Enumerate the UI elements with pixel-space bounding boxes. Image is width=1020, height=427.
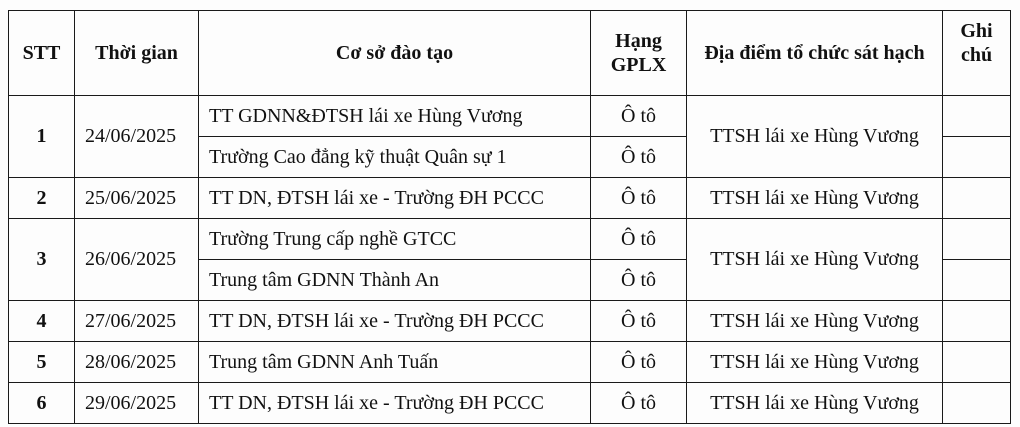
row-note (943, 260, 1011, 301)
row-exam-place: TTSH lái xe Hùng Vương (687, 301, 943, 342)
row-date: 26/06/2025 (75, 219, 199, 301)
row-school: Trường Trung cấp nghề GTCC (199, 219, 591, 260)
header-time: Thời gian (75, 11, 199, 96)
header-school: Cơ sở đào tạo (199, 11, 591, 96)
table-row (9, 342, 1011, 383)
table-row (9, 178, 1011, 219)
header-license-class-line1: Hạng (615, 30, 662, 52)
row-note (943, 342, 1011, 383)
row-exam-place: TTSH lái xe Hùng Vương (687, 219, 943, 301)
row-school: Trung tâm GDNN Anh Tuấn (199, 342, 591, 383)
header-note (943, 11, 1011, 96)
row-school: Trung tâm GDNN Thành An (199, 260, 591, 301)
row-stt: 4 (9, 301, 75, 342)
row-school: TT GDNN&ĐTSH lái xe Hùng Vương (199, 96, 591, 137)
row-note (943, 219, 1011, 260)
row-note (943, 96, 1011, 137)
row-school: TT DN, ĐTSH lái xe - Trường ĐH PCCC (199, 383, 591, 424)
row-license-class: Ô tô (591, 137, 687, 178)
row-date: 24/06/2025 (75, 96, 199, 178)
row-date: 28/06/2025 (75, 342, 199, 383)
row-license-class: Ô tô (591, 219, 687, 260)
row-date: 25/06/2025 (75, 178, 199, 219)
row-school: Trường Cao đẳng kỹ thuật Quân sự 1 (199, 137, 591, 178)
row-school: TT DN, ĐTSH lái xe - Trường ĐH PCCC (199, 301, 591, 342)
header-license-class (591, 11, 687, 96)
row-exam-place: TTSH lái xe Hùng Vương (687, 178, 943, 219)
row-date: 29/06/2025 (75, 383, 199, 424)
table-row (9, 301, 1011, 342)
row-note (943, 137, 1011, 178)
table-header-row (9, 11, 1011, 96)
row-license-class: Ô tô (591, 301, 687, 342)
row-stt: 2 (9, 178, 75, 219)
table-body (9, 96, 1011, 424)
row-exam-place: TTSH lái xe Hùng Vương (687, 383, 943, 424)
row-stt: 5 (9, 342, 75, 383)
header-place: Địa điểm tổ chức sát hạch (687, 11, 943, 96)
row-stt: 6 (9, 383, 75, 424)
row-exam-place: TTSH lái xe Hùng Vương (687, 342, 943, 383)
row-stt: 1 (9, 96, 75, 178)
header-stt: STT (9, 11, 75, 96)
header-license-class-line2: GPLX (610, 54, 667, 76)
row-license-class: Ô tô (591, 260, 687, 301)
table-row (9, 383, 1011, 424)
row-license-class: Ô tô (591, 96, 687, 137)
row-license-class: Ô tô (591, 383, 687, 424)
row-exam-place: TTSH lái xe Hùng Vương (687, 96, 943, 178)
exam-schedule-table (8, 10, 1011, 424)
table-row (9, 96, 1011, 137)
row-license-class: Ô tô (591, 178, 687, 219)
row-stt: 3 (9, 219, 75, 301)
row-note (943, 178, 1011, 219)
row-note (943, 383, 1011, 424)
row-note (943, 301, 1011, 342)
row-school: TT DN, ĐTSH lái xe - Trường ĐH PCCC (199, 178, 591, 219)
table-row (9, 219, 1011, 260)
header-note-line1: Ghi (960, 20, 993, 42)
row-date: 27/06/2025 (75, 301, 199, 342)
row-license-class: Ô tô (591, 342, 687, 383)
header-note-line2: chú (960, 44, 993, 66)
